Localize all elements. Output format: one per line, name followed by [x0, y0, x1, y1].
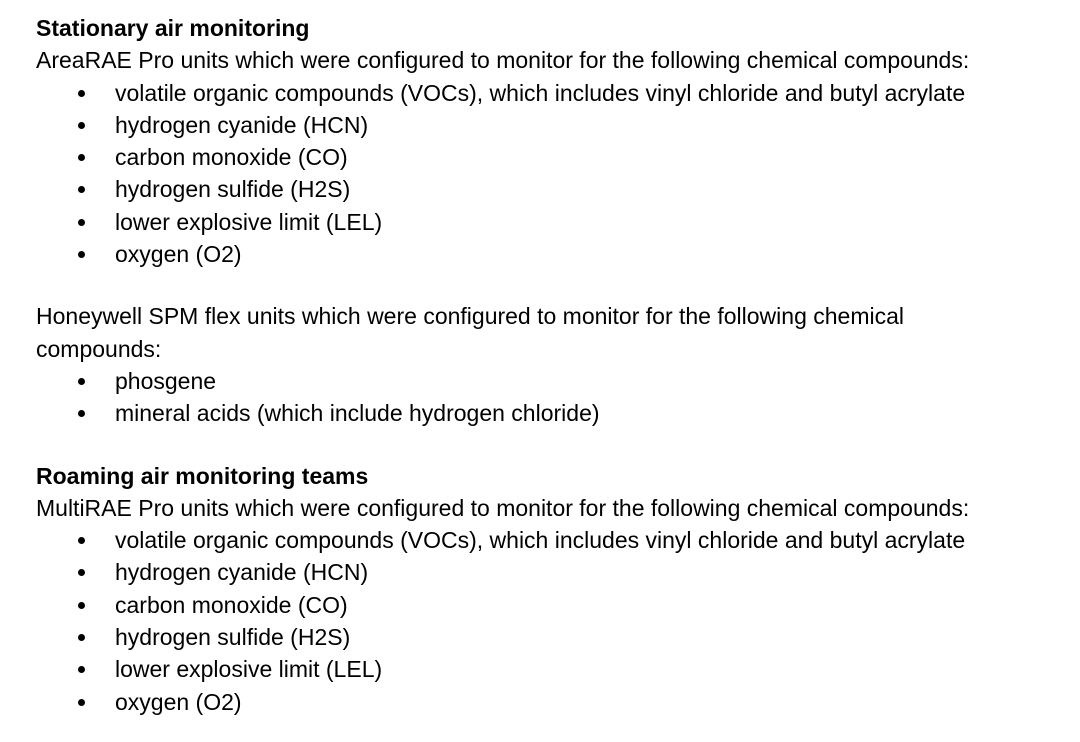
bullet-icon	[78, 666, 85, 673]
list-item	[36, 109, 1080, 141]
bullet-list-multirae	[36, 524, 1080, 718]
list-item-text: mineral acids (which include hydrogen chloride)	[115, 400, 600, 427]
list-item-text: hydrogen sulfide (H2S)	[115, 176, 351, 203]
list-item-text: lower explosive limit (LEL)	[115, 656, 383, 683]
section-intro-arearae: AreaRAE Pro units which were configured to monitor for the following chemical compounds:	[36, 47, 970, 74]
bullet-icon	[78, 602, 85, 609]
bullet-icon	[78, 569, 85, 576]
bullet-icon	[78, 537, 85, 544]
list-item-text: hydrogen sulfide (H2S)	[115, 624, 351, 651]
list-item-text: volatile organic compounds (VOCs), which includes vinyl chloride and butyl acrylate	[115, 527, 966, 554]
bullet-icon	[78, 634, 85, 641]
list-item	[36, 77, 1080, 109]
list-item	[36, 238, 1080, 270]
bullet-icon	[78, 378, 85, 385]
list-item	[36, 621, 1080, 653]
section-intro-honeywell: Honeywell SPM flex units which were configured to monitor for the following chemical compounds:	[36, 303, 905, 362]
list-item	[36, 524, 1080, 556]
list-item	[36, 206, 1080, 238]
list-item-text: oxygen (O2)	[115, 241, 242, 268]
list-item	[36, 589, 1080, 621]
bullet-icon	[78, 186, 85, 193]
bullet-icon	[78, 122, 85, 129]
bullet-list-arearae	[36, 77, 1080, 271]
spacer	[36, 270, 1080, 300]
list-item-text: hydrogen cyanide (HCN)	[115, 559, 369, 586]
list-item	[36, 365, 1080, 397]
list-item	[36, 686, 1080, 718]
bullet-icon	[78, 90, 85, 97]
bullet-icon	[78, 699, 85, 706]
list-item	[36, 397, 1080, 429]
bullet-icon	[78, 154, 85, 161]
list-item-text: carbon monoxide (CO)	[115, 591, 348, 618]
bullet-list-honeywell	[36, 365, 1080, 430]
bullet-icon	[78, 251, 85, 258]
bullet-icon	[78, 410, 85, 417]
section-intro-multirae: MultiRAE Pro units which were configured to monitor for the following chemical compounds:	[36, 494, 970, 521]
list-item-text: oxygen (O2)	[115, 688, 242, 715]
list-item	[36, 173, 1080, 205]
section-heading-stationary: Stationary air monitoring	[36, 15, 310, 41]
list-item	[36, 653, 1080, 685]
list-item-text: volatile organic compounds (VOCs), which includes vinyl chloride and butyl acrylate	[115, 79, 966, 106]
spacer	[36, 430, 1080, 460]
list-item	[36, 141, 1080, 173]
bullet-icon	[78, 219, 85, 226]
list-item-text: phosgene	[115, 367, 217, 394]
list-item-text: lower explosive limit (LEL)	[115, 208, 383, 235]
section-heading-roaming: Roaming air monitoring teams	[36, 462, 369, 489]
list-item-text: hydrogen cyanide (HCN)	[115, 111, 369, 138]
list-item-text: carbon monoxide (CO)	[115, 144, 348, 171]
list-item	[36, 556, 1080, 588]
